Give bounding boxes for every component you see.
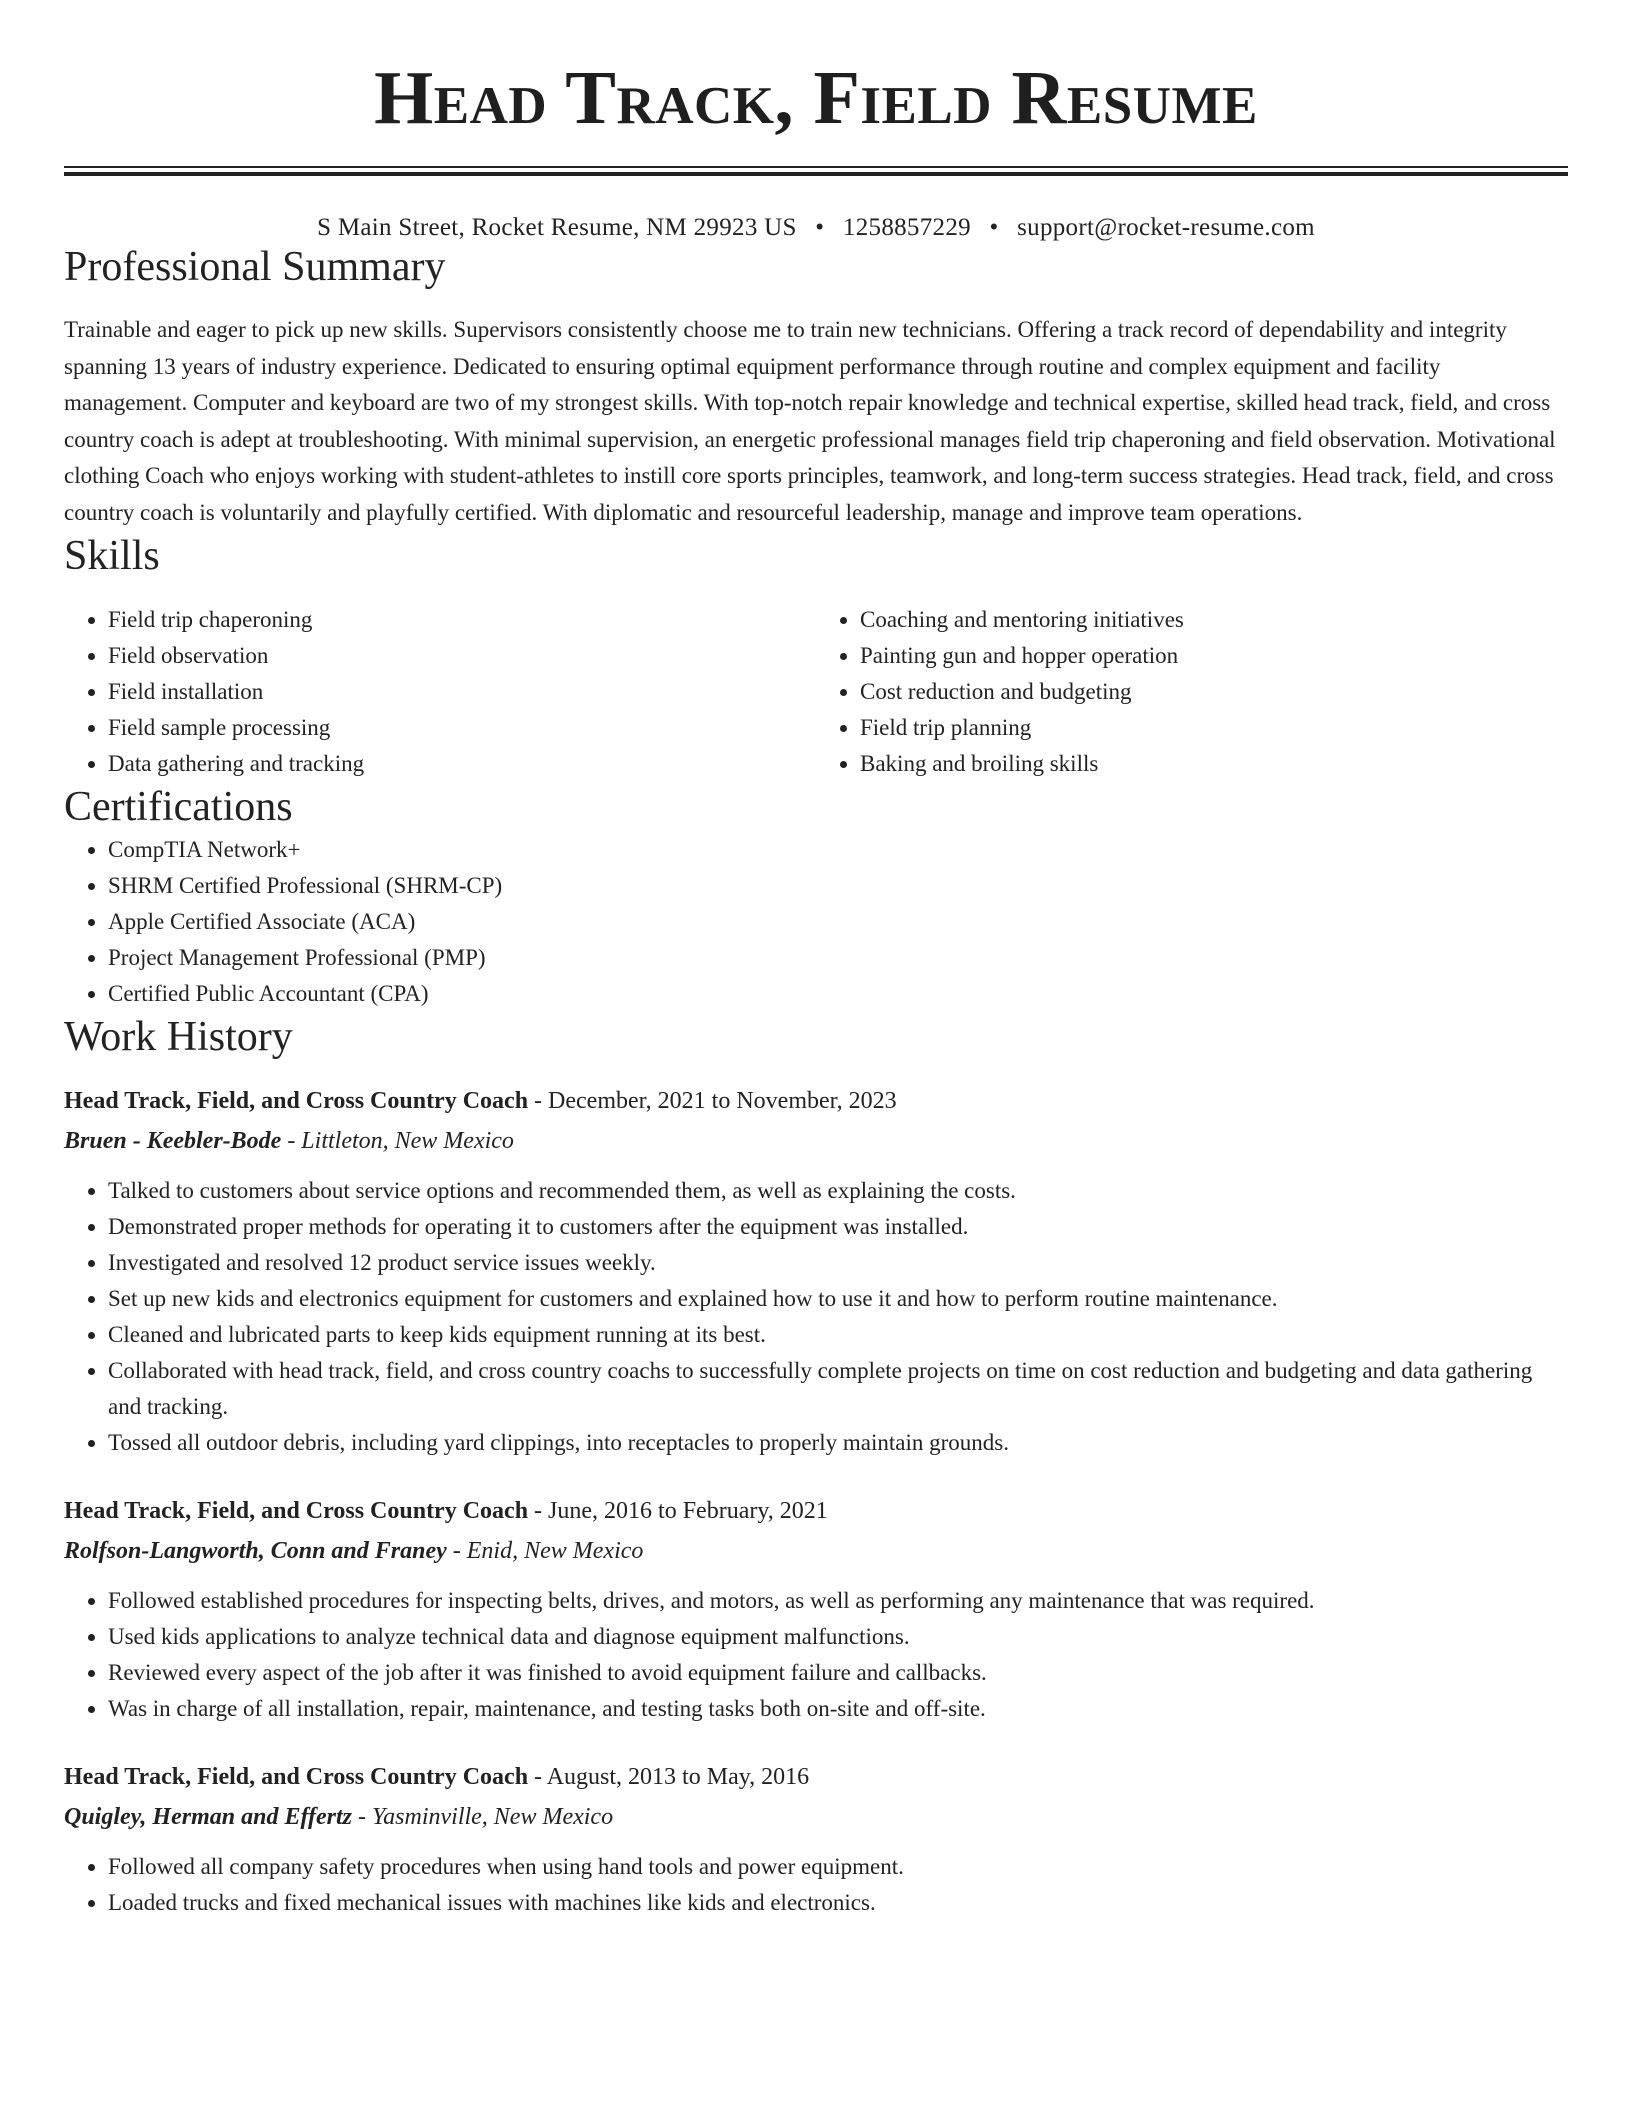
job-role: Head Track, Field, and Cross Country Coach [64,1497,529,1524]
job-entry [64,1491,1568,1727]
job-role: Head Track, Field, and Cross Country Coach [64,1087,529,1114]
skill-item: • Data gathering and tracking [108,746,816,782]
contact-address: S Main Street, Rocket Resume, NM 29923 US [317,214,797,241]
job-bullet: • Was in charge of all installation, repair, maintenance, and testing tasks both on-site and off-site. [108,1691,1568,1727]
job-entry [64,1081,1568,1461]
job-bullets [64,1849,1568,1921]
contact-separator: • [815,214,825,241]
job-bullet: • Followed established procedures for inspecting belts, drives, and motors, as well as performing any maintenance that was required. [108,1583,1568,1619]
job-dates: - December, 2021 to November, 2023 [528,1087,897,1114]
job-location: - Littleton, New Mexico [281,1127,514,1154]
job-dates: - June, 2016 to February, 2021 [528,1497,828,1524]
job-bullet: • Cleaned and lubricated parts to keep kids equipment running at its best. [108,1317,1568,1353]
job-entry [64,1757,1568,1921]
job-company-line [64,1797,1568,1837]
contact-email[interactable]: support@rocket-resume.com [1017,214,1315,241]
certification-item: • SHRM Certified Professional (SHRM-CP) [108,868,1568,904]
skill-item: • Cost reduction and budgeting [860,674,1568,710]
skill-item: • Baking and broiling skills [860,746,1568,782]
job-title-line [64,1757,1568,1797]
summary-text: Trainable and eager to pick up new skills. Supervisors consistently choose me to train new technicians. Offering a track record of dependability and integrity spanning 13 years of industry experience. Dedicated to ensuring optimal equipment performance through routine and complex equipment and facility management. Computer and keyboard are two of my strongest skills. With top-notch repair knowledge and technical expertise, skilled head track, field, and cross country coach is adept at troubleshooting. With minimal supervision, an energetic professional manages field trip chaperoning and field observation. Motivational clothing Coach who enjoys working with student-athletes to instill core sports principles, teamwork, and long-term success strategies. Head track, field, and cross country coach is voluntarily and playfully certified. With diplomatic and resourceful leadership, manage and improve team operations. [64,317,1556,525]
contact-separator: • [989,214,999,241]
skill-item: • Coaching and mentoring initiatives [860,602,1568,638]
certification-item: • Certified Public Accountant (CPA) [108,976,1568,1012]
skills-heading: Skills [64,533,160,580]
job-bullets [64,1583,1568,1727]
job-location: - Yasminville, New Mexico [352,1803,614,1830]
job-company: Rolfson-Langworth, Conn and Franey [64,1537,447,1564]
job-bullet: • Talked to customers about service options and recommended them, as well as explaining the costs. [108,1173,1568,1209]
certifications-heading: Certifications [64,783,293,830]
skill-item: • Field observation [108,638,816,674]
summary-heading: Professional Summary [64,244,446,290]
job-role: Head Track, Field, and Cross Country Coach [64,1763,529,1790]
certification-item: • Project Management Professional (PMP) [108,940,1568,976]
certifications-list [64,832,1568,1012]
contact-phone: 1258857229 [842,214,971,241]
job-company-line [64,1121,1568,1161]
job-bullet: • Investigated and resolved 12 product service issues weekly. [108,1245,1568,1281]
job-bullet: • Demonstrated proper methods for operating it to customers after the equipment was installed. [108,1209,1568,1245]
job-company-line [64,1531,1568,1571]
job-bullet: • Reviewed every aspect of the job after it was finished to avoid equipment failure and callbacks. [108,1655,1568,1691]
job-bullet: • Tossed all outdoor debris, including yard clippings, into receptacles to properly maintain grounds. [108,1425,1568,1461]
job-bullet: • Loaded trucks and fixed mechanical issues with machines like kids and electronics. [108,1885,1568,1921]
resume-title: Head Track, Field Resume [374,56,1258,140]
job-bullet: • Set up new kids and electronics equipment for customers and explained how to use it and how to perform routine maintenance. [108,1281,1568,1317]
job-title-line [64,1081,1568,1121]
job-company: Bruen - Keebler-Bode [64,1127,282,1154]
job-bullet: • Collaborated with head track, field, and cross country coachs to successfully complete projects on time on cost reduction and budgeting and data gathering and tracking. [108,1353,1568,1425]
work-history-heading: Work History [64,1014,293,1061]
skill-item: • Field installation [108,674,816,710]
title-divider [64,166,1568,176]
job-title-line [64,1491,1568,1531]
skill-item: • Field trip planning [860,710,1568,746]
job-location: - Enid, New Mexico [446,1537,644,1564]
job-bullets [64,1173,1568,1461]
skills-grid [64,602,1568,782]
job-dates: - August, 2013 to May, 2016 [528,1763,810,1790]
skills-list-left [64,602,816,782]
certification-item: • CompTIA Network+ [108,832,1568,868]
skills-list-right [816,602,1568,782]
certification-item: • Apple Certified Associate (ACA) [108,904,1568,940]
job-bullet: • Used kids applications to analyze technical data and diagnose equipment malfunctions. [108,1619,1568,1655]
job-company: Quigley, Herman and Effertz [64,1803,353,1830]
job-bullet: • Followed all company safety procedures when using hand tools and power equipment. [108,1849,1568,1885]
skill-item: • Painting gun and hopper operation [860,638,1568,674]
contact-line [64,214,1568,242]
skill-item: • Field sample processing [108,710,816,746]
skill-item: • Field trip chaperoning [108,602,816,638]
